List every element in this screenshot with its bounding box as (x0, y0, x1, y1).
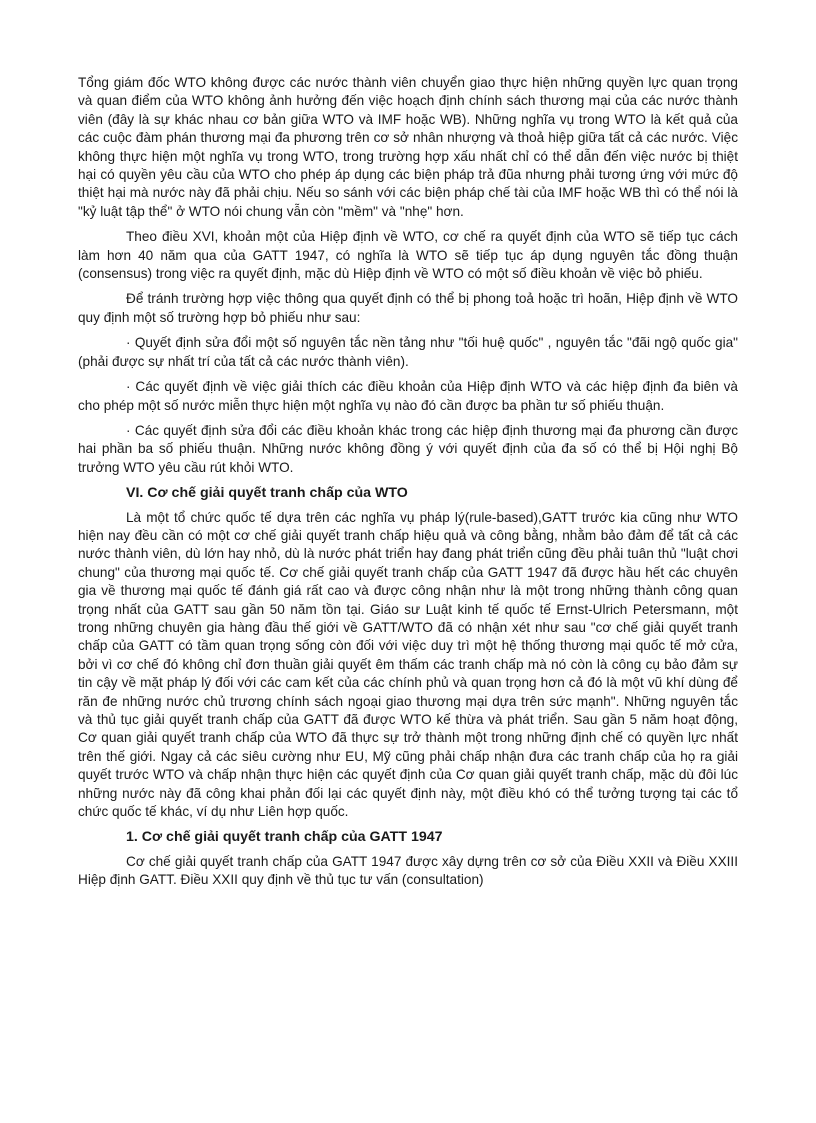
paragraph-voting-intro: Để tránh trường hợp việc thông qua quyết định có thể bị phong toả hoặc trì hoãn, Hiệp định về WTO quy định một số trường hợp bỏ phiếu như sau: (78, 291, 738, 325)
document-page (78, 74, 738, 897)
list-item-voting-amendments: · Các quyết định sửa đổi các điều khoản khác trong các hiệp định thương mại đa phương cần được hai phần ba số phiếu thuận. Những nước không đồng ý với quyết định của đa số có thể bị Hội nghị Bộ trưởng WTO yêu cầu rút khỏi WTO. (78, 422, 738, 475)
paragraph-dispute-settlement: Là một tổ chức quốc tế dựa trên các nghĩa vụ pháp lý(rule-based),GATT trước kia cũng như WTO hiện nay đều cần có một cơ chế giải quyết tranh chấp hiệu quả và công bằng, nhằm bảo đảm để tất cả các nước thành viên, dù lớn hay nhỏ, dù là nước phát triển hay đang phát triển cũng đều phải tuân thủ "luật chơi chung" của thương mại quốc tế. Cơ chế giải quyết tranh chấp của GATT 1947 đã được hầu hết các chuyên gia về thương mại quốc tế đánh giá rất cao và được công nhận như là một trong những thành công quan trọng nhất của GATT sau gần 50 năm tồn tại. Giáo sư Luật kinh tế quốc tế Ernst-Ulrich Petersmann, một trong những chuyên gia hàng đầu thế giới về GATT/WTO đã có nhận xét như sau "cơ chế giải quyết tranh chấp của GATT có tầm quan trọng sống còn đối với việc duy trì một hệ thống thương mại quốc tế mở cửa, bởi vì cơ chế đó không chỉ đơn thuần giải quyết êm thấm các tranh chấp mà nó còn là công cụ bảo đảm sự tin cậy về mặt pháp lý đối với các cam kết của các chính phủ và quan trọng hơn cả đó là một vũ khí dùng để răn đe những nước chủ trương chính sách ngoại giao thương mại dựa trên sức mạnh". Những nguyên tắc và thủ tục giải quyết tranh chấp của GATT đã được WTO kế thừa và phát triển. Sau gần 5 năm hoạt động, Cơ quan giải quyết tranh chấp của WTO đã thực sự trở thành một trong những định chế có quyền lực nhất trên thế giới. Ngay cả các siêu cường như EU, Mỹ cũng phải chấp nhận đưa các tranh chấp của họ ra giải quyết trước WTO và chấp nhận thực hiện các quyết định của Cơ quan giải quyết tranh chấp, mặc dù đôi lúc những nước này đã công khai phản đối lại các quyết định này, một điều khó có thể tưởng tượng tại các tổ chức quốc tế khác, ví dụ như Liên hợp quốc. (78, 509, 738, 820)
paragraph-wto-director-general: Tổng giám đốc WTO không được các nước thành viên chuyển giao thực hiện những quyền lực quan trọng và quan điểm của WTO không ảnh hưởng đến việc hoạch định chính sách thương mại của các nước thành viên (đây là sự khác nhau cơ bản giữa WTO và IMF hoặc WB). Những nghĩa vụ trong WTO là kết quả của các cuộc đàm phán thương mại đa phương trên cơ sở nhân nhượng và thoả hiệp giữa tất cả các nước. Việc không thực hiện một nghĩa vụ trong WTO, trong trường hợp xấu nhất chỉ có thể dẫn đến việc nước bị thiệt hại có quyền yêu cầu của WTO cho phép áp dụng các biện pháp trả đũa nhưng phải tương ứng với mức độ thiệt hại mà nước này đã phải chịu. Nếu so sánh với các biện pháp chế tài của IMF hoặc WB thì có thể nói là "kỷ luật tập thể" ở WTO nói chung vẫn còn "mềm" và "nhẹ" hơn. (78, 75, 738, 219)
paragraph-article-xvi: Theo điều XVI, khoản một của Hiệp định về WTO, cơ chế ra quyết định của WTO sẽ tiếp tục cách làm hơn 40 năm qua của GATT 1947, có nghĩa là WTO sẽ tiếp tục áp dụng nguyên tắc đồng thuận (consensus) trong việc ra quyết định, mặc dù Hiệp định về WTO có một số điều khoản về việc bỏ phiếu. (78, 229, 738, 282)
list-item-voting-mfn: · Quyết định sửa đổi một số nguyên tắc nền tảng như "tối huệ quốc" , nguyên tắc "đãi ngộ quốc gia" (phải được sự nhất trí của tất cả các nước thành viên). (78, 335, 738, 369)
paragraph-gatt-1947: Cơ chế giải quyết tranh chấp của GATT 1947 được xây dựng trên cơ sở của Điều XXII và Điều XXIII Hiệp định GATT. Điều XXII quy định về thủ tục tư vấn (consultation) (78, 853, 738, 888)
section-heading-vi: VI. Cơ chế giải quyết tranh chấp của WTO (126, 485, 408, 502)
list-item-voting-interpretation: · Các quyết định về việc giải thích các điều khoản của Hiệp định WTO và các hiệp định đa biên và cho phép một số nước miễn thực hiện một nghĩa vụ nào đó cần được ba phần tư số phiếu thuận. (78, 379, 738, 413)
section-heading-1: 1. Cơ chế giải quyết tranh chấp của GATT 1947 (126, 829, 443, 846)
